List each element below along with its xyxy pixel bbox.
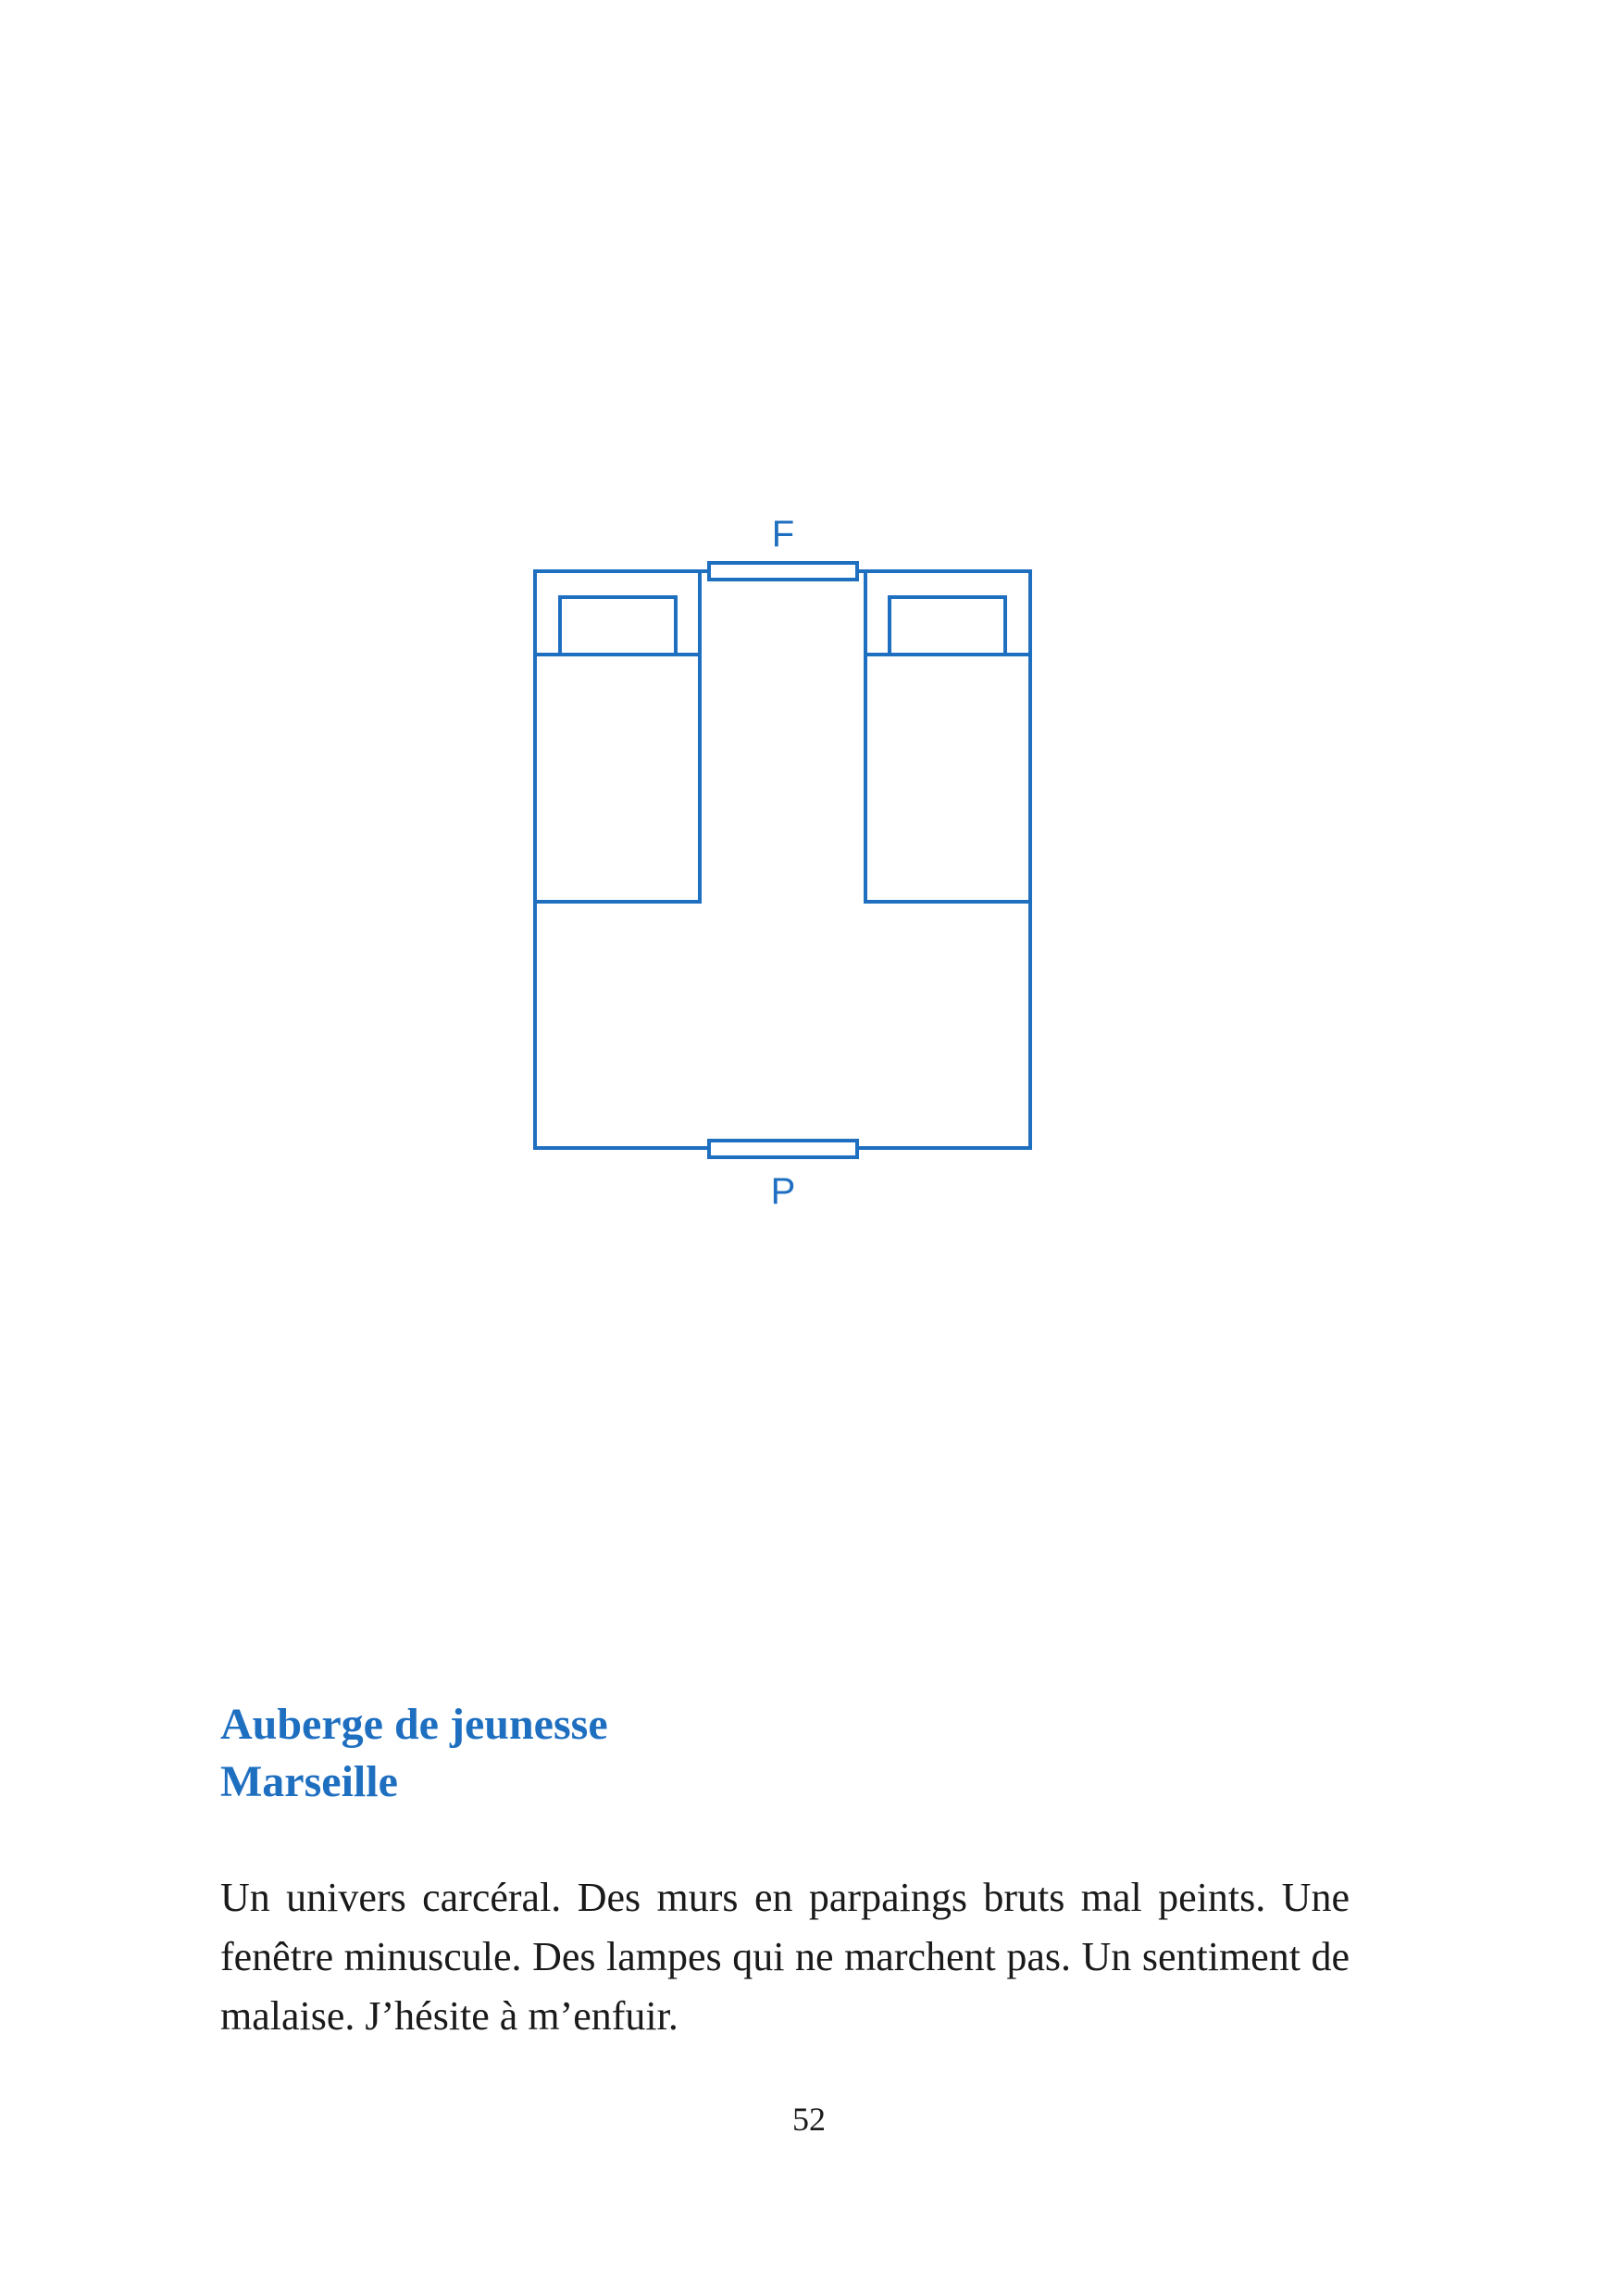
- page-number: 52: [792, 2101, 826, 2138]
- left-bed: [535, 571, 700, 902]
- right-bed: [865, 571, 1030, 902]
- heading-line-1: Auberge de jeunesse: [220, 1700, 608, 1749]
- section-heading: [220, 1696, 608, 1811]
- window-label: F: [771, 514, 795, 555]
- heading-line-2: Marseille: [220, 1757, 398, 1806]
- window-symbol: [709, 563, 857, 580]
- door-symbol: [709, 1141, 857, 1157]
- left-bed-pillow: [560, 597, 676, 655]
- door-label: P: [770, 1171, 796, 1212]
- right-bed-pillow: [890, 597, 1005, 655]
- room-outline: [535, 571, 1030, 1148]
- body-paragraph: Un univers carcéral. Des murs en parpaings bruts mal peints. Une fenêtre minuscule. Des lampes qui ne marchent pas. Un sentiment de malaise. J’hésite à m’enfuir.: [220, 1875, 1350, 2039]
